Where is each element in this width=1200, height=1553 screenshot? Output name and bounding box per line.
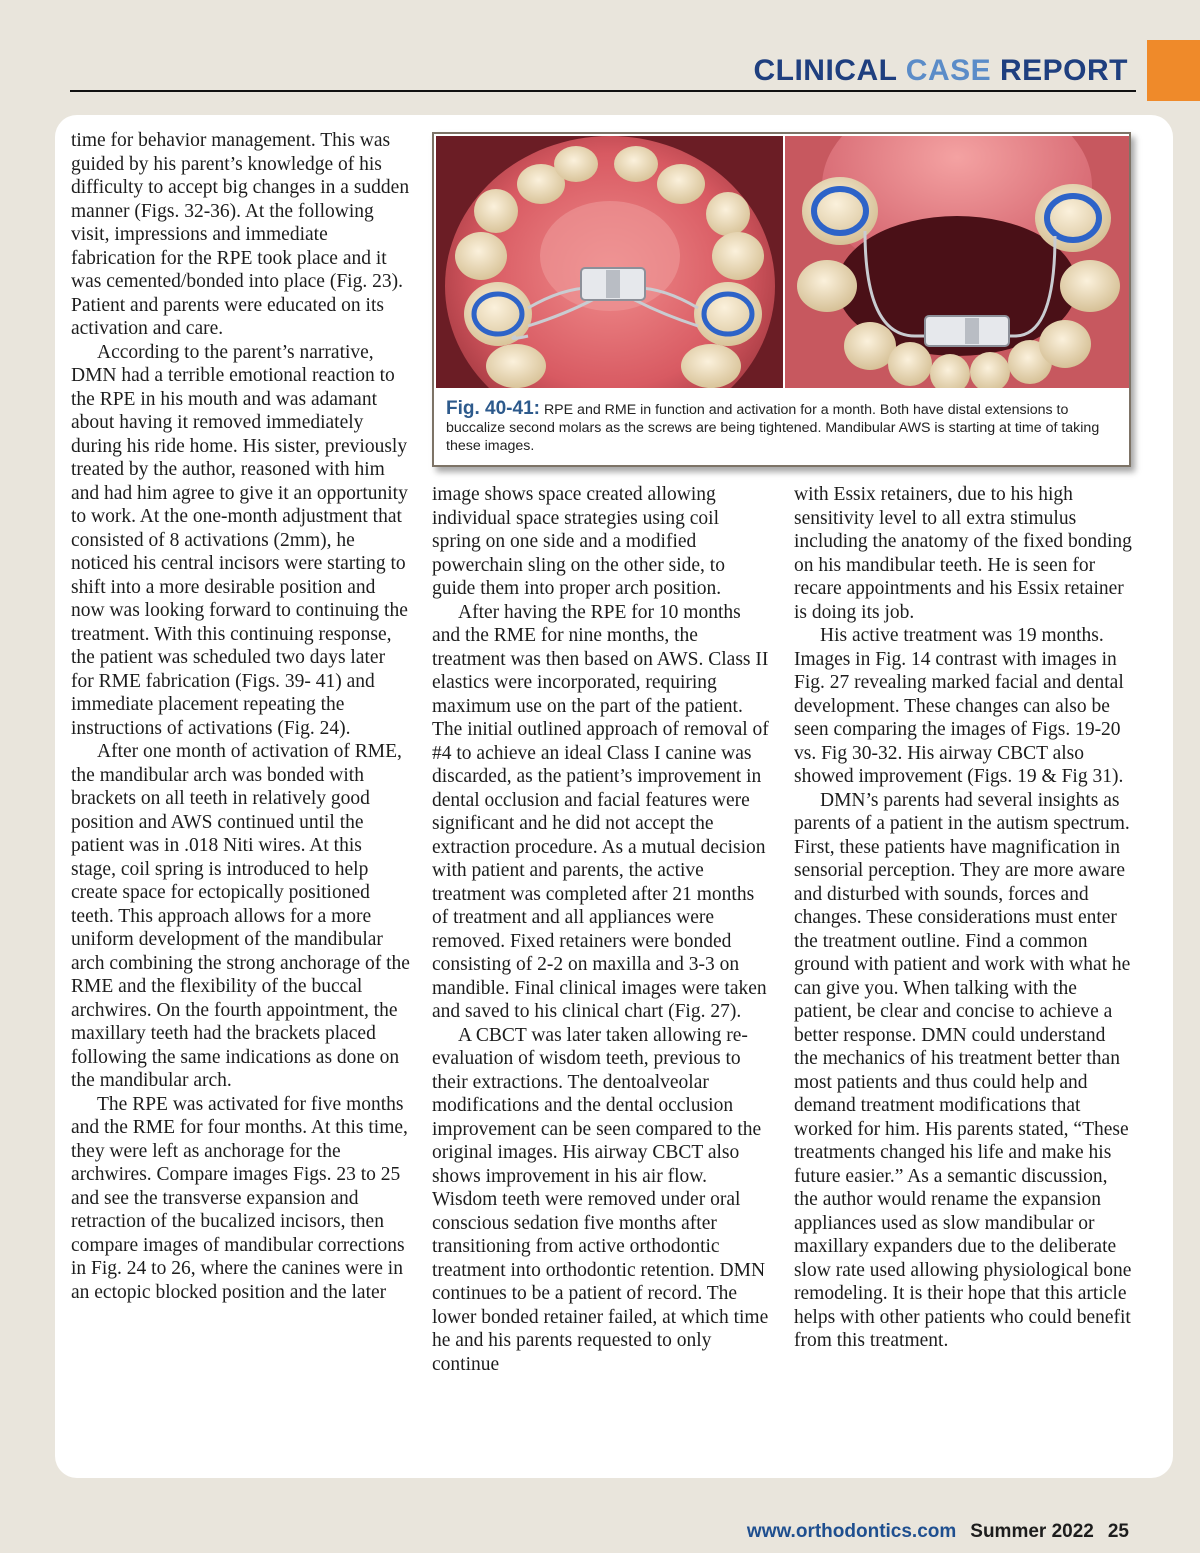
paragraph: time for behavior management. This was guided by his parent’s knowledge of his difficulty to accept big changes in a sudden manner (Figs. 32-36). At the following visit, impressions and immediate fabrication for the RPE took place and it was cemented/bonded into place (Fig. 23). Patient and parents were educated on its activation and care. — [71, 130, 410, 339]
figure-caption-text: RPE and RME in function and activation for a month. Both have distal extensions to buccalize second molars as the screws are being tightened. Mandibular AWS is starting at time of taking these images. — [446, 402, 1100, 454]
header-accent-tab — [1147, 40, 1200, 101]
paragraph: His active treatment was 19 months. Images in Fig. 14 contrast with images in Fig. 27 revealing marked facial and dental development. These changes can also be seen comparing the images of Figs. 19-20 vs. Fig 30-32. His airway CBCT also showed improvement (Figs. 19 & Fig 31). — [794, 625, 1124, 787]
figure-caption — [446, 400, 1116, 455]
paragraph: After one month of activation of RME, the mandibular arch was bonded with brackets on all teeth in relatively good position and AWS continued until the patient was in .018 Niti wires. At this stage, coil spring is introduced to help create space for ectopically positioned teeth. This approach allows for a more uniform development of the mandibular arch combining the strong anchorage of the RME and the flexibility of the buccal archwires. On the fourth appointment, the maxillary teeth had the brackets placed following the same indications as done on the mandibular arch. — [71, 741, 410, 1091]
text-column-2 — [432, 483, 772, 1376]
header-word-case: CASE — [905, 54, 992, 87]
footer-issue: Summer 2022 — [970, 1521, 1094, 1542]
figure-40-41 — [432, 132, 1131, 467]
text-column-3 — [794, 483, 1134, 1353]
mandibular-rme-photo — [785, 136, 1129, 388]
paragraph: DMN’s parents had several insights as parents of a patient in the autism spectrum. First, these patients have magnification in sensorial perception. They are more aware and disturbed with sounds, forces and changes. These considerations must enter the treatment outline. Find a common ground with patient and work with what he can give you. When talking with the patient, be clear and concise to achieve a better response. DMN could understand the mechanics of his treatment better than most patients and thus could help and demand treatment modifications that worked for him. His parents stated, “These treatments changed his life and make his future easier.” As a semantic discussion, the author would rename the expansion appliances used as slow mandibular or maxillary expanders due to the deliberate slow rate used allowing physiological bone remodeling. It is their hope that this article helps with other patients who could benefit from this treatment. — [794, 789, 1132, 1351]
section-header — [753, 54, 1128, 88]
header-word-clinical: CLINICAL — [753, 54, 897, 87]
paragraph: A CBCT was later taken allowing re-evaluation of wisdom teeth, previous to their extractions. The dentoalveolar modifications and the dental occlusion improvement can be seen compared to the original images. His airway CBCT also shows improvement in his air flow. Wisdom teeth were removed under oral conscious sedation five months after transitioning from active orthodontic treatment into orthodontic retention. DMN continues to be a patient of record. The lower bonded retainer failed, at which time he and his parents requested to only continue — [432, 1024, 769, 1375]
footer-url[interactable]: www.orthodontics.com — [746, 1521, 957, 1542]
header-divider — [70, 90, 1136, 92]
maxillary-rpe-photo — [436, 136, 783, 388]
paragraph: image shows space created allowing individual space strategies using coil spring on one side and a modified powerchain sling on the other side, to guide them into proper arch position. — [432, 484, 725, 599]
paragraph: The RPE was activated for five months and the RME for four months. At this time, they were left as anchorage for the archwires. Compare images Figs. 23 to 25 and see the transverse expansion and retraction of the bucalized incisors, then compare images of mandibular corrections in Fig. 24 to 26, where the canines were in an ectopic blocked position and the later — [71, 1093, 408, 1303]
text-column-1 — [71, 129, 411, 1304]
paragraph: After having the RPE for 10 months and the RME for nine months, the treatment was then based on AWS. Class II elastics were incorporated, requiring maximum use on the part of the patient. The initial outlined approach of removal of #4 to achieve an ideal Class I canine was discarded, as the patient’s improvement in dental occlusion and facial features were significant and he did not accept the extraction procedure. As a mutual decision with patient and parents, the active treatment was completed after 21 months of treatment and all appliances were removed. Fixed retainers were bonded consisting of 2-2 on maxilla and 3-3 on mandible. Final clinical images were taken and saved to his clinical chart (Fig. 27). — [432, 601, 769, 1022]
page-number: 25 — [1107, 1521, 1129, 1542]
page-footer — [747, 1521, 1129, 1543]
header-word-report: REPORT — [999, 54, 1128, 87]
paragraph: According to the parent’s narrative, DMN had a terrible emotional reaction to the RPE in his mouth and was adamant about having it removed immediately during his ride home. His sister, previously treated by the author, reasoned with him and had him agree to give it an opportunity to work. At the one-month adjustment that consisted of 8 activations (2mm), he noticed his central incisors were starting to shift into a more desirable position and now was looking forward to continuing the treatment. With this continuing response, the patient was scheduled two days later for RME fabrication (Figs. 39- 41) and immediate placement repeating the instructions of activations (Fig. 24). — [71, 341, 408, 739]
paragraph: with Essix retainers, due to his high sensitivity level to all extra stimulus including the anatomy of the fixed bonding on his mandibular teeth. He is seen for recare appointments and his Essix retainer is doing its job. — [794, 484, 1132, 623]
figure-label: Fig. 40-41: — [446, 398, 540, 419]
